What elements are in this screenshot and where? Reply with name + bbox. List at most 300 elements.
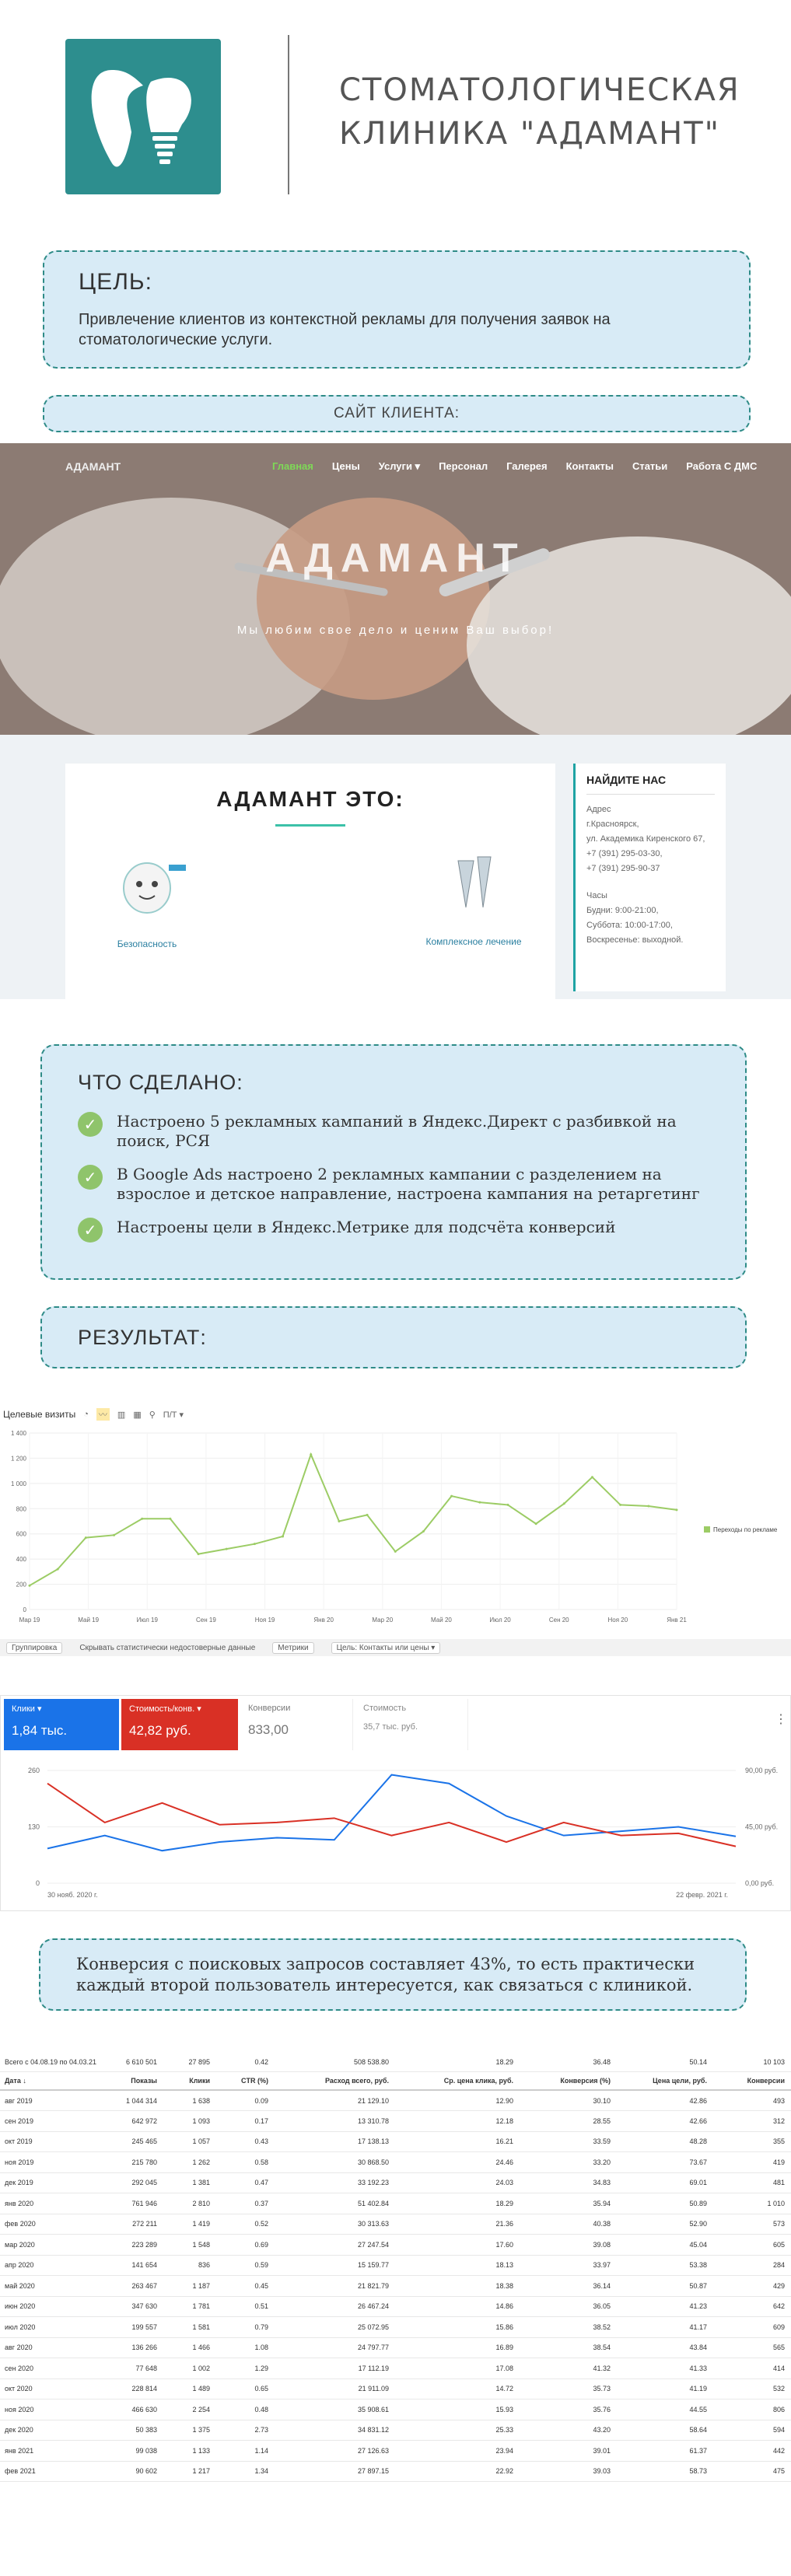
table-cell: 13 310.78 [275,2111,395,2132]
table-row [0,2255,791,2276]
clinic-title-line2: КЛИНИКА "АДАМАНТ" [339,116,721,152]
table-cell: 347 630 [105,2296,163,2317]
check-icon: ✓ [78,1218,103,1243]
table-cell: 27 897.15 [275,2461,395,2482]
nav-item-articles[interactable]: Статьи [632,460,668,472]
find-hours-line: Суббота: 10:00-17:00, [586,921,673,930]
table-cell: 18.38 [395,2276,520,2297]
table-cell: 414 [713,2358,791,2379]
clinic-title [339,68,740,156]
table-row [0,2172,791,2193]
table-cell: 16.21 [395,2131,520,2152]
nav-item-services[interactable]: Услуги ▾ [378,460,421,472]
table-cell: 15.86 [395,2317,520,2338]
check-icon: ✓ [78,1112,103,1137]
table-cell: 33.59 [520,2131,617,2152]
data-point [506,1504,509,1506]
table-cell: 35 908.61 [275,2399,395,2420]
table-cell: 39.08 [520,2235,617,2256]
y-tick-label: 1 000 [10,1480,26,1487]
area-chart-icon[interactable]: 〰 [96,1408,110,1421]
goal-select[interactable]: Цель: Контакты или цены ▾ [331,1642,441,1654]
x-tick-label: Ноя 20 [607,1617,628,1624]
metrics-button[interactable]: Метрики [272,1642,313,1654]
table-cell: 0.69 [216,2235,275,2256]
google-ads-chart [0,1695,791,1911]
find-us-title: НАЙДИТЕ НАС [586,773,715,795]
data-point [198,1553,200,1555]
y-tick-label: 0 [23,1606,26,1613]
table-cell: 45.04 [617,2235,713,2256]
table-cell: 2 254 [163,2399,216,2420]
x-tick-label: Янв 20 [313,1617,334,1624]
table-row [0,2276,791,2297]
table-cell: 23.94 [395,2441,520,2462]
table-cell: 642 972 [105,2111,163,2132]
table-cell: июл 2020 [0,2317,105,2338]
table-cell: дек 2019 [0,2172,105,2193]
x-tick-label: Сен 19 [196,1617,216,1624]
table-cell: 2 810 [163,2193,216,2214]
y-left-tick: 130 [27,1823,40,1831]
table-cell: 41.32 [520,2358,617,2379]
table-cell: апр 2020 [0,2255,105,2276]
table-row [0,2317,791,2338]
nav-item-staff[interactable]: Персонал [439,460,488,472]
table-cell: 508 538.80 [275,2053,395,2071]
table-cell: 1 187 [163,2276,216,2297]
table-cell: 53.38 [617,2255,713,2276]
table-cell: 21.36 [395,2214,520,2235]
table-cell: 30 313.63 [275,2214,395,2235]
result-title: РЕЗУЛЬТАТ: [40,1306,747,1368]
data-point [450,1495,453,1498]
table-cell: 1 548 [163,2235,216,2256]
data-point [676,1508,678,1511]
done-item [78,1165,709,1204]
table-cell: 36.05 [520,2296,617,2317]
table-cell: 215 780 [105,2152,163,2173]
table-cell: 0.37 [216,2193,275,2214]
table-cell: 0.47 [216,2172,275,2193]
hero-nav [272,460,757,473]
table-cell: 0.51 [216,2296,275,2317]
y-right-tick: 0,00 руб. [745,1879,775,1887]
hide-unreliable-checkbox[interactable]: Скрывать статистически недостоверные данные [79,1643,256,1652]
table-cell: 17 138.13 [275,2131,395,2152]
clinic-logo [65,39,221,194]
table-cell: Показы [105,2071,163,2090]
data-point [366,1514,369,1516]
table-row [0,2235,791,2256]
table-cell: 14.86 [395,2296,520,2317]
table-cell: 245 465 [105,2131,163,2152]
table-cell: 17 112.19 [275,2358,395,2379]
table-cell: 199 557 [105,2317,163,2338]
find-hours-line: Воскресенье: выходной. [586,935,684,945]
table-cell: 33.20 [520,2152,617,2173]
metrica-chart [0,1403,791,1654]
table-cell: 493 [713,2090,791,2111]
table-cell: 16.89 [395,2337,520,2358]
about-item-safety: Безопасность [117,938,177,949]
about-underline [275,824,345,827]
table-cell: авг 2020 [0,2337,105,2358]
table-cell: 17.60 [395,2235,520,2256]
data-point [535,1522,537,1525]
table-cell: 18.13 [395,2255,520,2276]
table-cell: 0.48 [216,2399,275,2420]
table-cell: 136 266 [105,2337,163,2358]
table-cell: 18.29 [395,2193,520,2214]
table-total-row [0,2053,791,2071]
table-cell: 1 010 [713,2193,791,2214]
find-hours-label: Часы [586,891,607,900]
table-cell: 565 [713,2337,791,2358]
more-vert-icon[interactable]: ⋮ [775,1713,787,1726]
table-cell: 12.18 [395,2111,520,2132]
implant-icon [443,853,505,915]
tooth-logo-icon [65,39,221,194]
table-cell: 0.52 [216,2214,275,2235]
table-row [0,2131,791,2152]
table-cell: 312 [713,2111,791,2132]
data-point [591,1476,593,1478]
table-cell: 33 192.23 [275,2172,395,2193]
table-cell: 40.38 [520,2214,617,2235]
table-cell: 442 [713,2441,791,2462]
data-point [338,1520,340,1522]
data-point [422,1530,425,1533]
table-cell: 50.87 [617,2276,713,2297]
table-cell: сен 2019 [0,2111,105,2132]
tile-label: Конверсии [248,1704,291,1713]
table-cell: 1.08 [216,2337,275,2358]
done-item-text: Настроены цели в Яндекс.Метрике для подсчёта конверсий [117,1218,616,1236]
metrica-chart-svg [0,1427,791,1637]
find-phone[interactable]: +7 (391) 295-90-37 [586,864,660,873]
table-cell: 99 038 [105,2441,163,2462]
table-cell: 475 [713,2461,791,2482]
table-cell: 33.97 [520,2255,617,2276]
table-cell: 58.64 [617,2420,713,2441]
table-row [0,2441,791,2462]
table-cell: 21 129.10 [275,2090,395,2111]
table-cell: июн 2020 [0,2296,105,2317]
find-us-card [573,764,726,991]
table-cell: 1 217 [163,2461,216,2482]
tile-label: Клики ▾ [12,1704,42,1714]
table-cell: 14.72 [395,2379,520,2399]
table-row [0,2337,791,2358]
table-cell: 1 581 [163,2317,216,2338]
table-cell: янв 2021 [0,2441,105,2462]
find-address-line: г.Красноярск, [586,820,639,829]
table-cell: 223 289 [105,2235,163,2256]
table-cell: 30.10 [520,2090,617,2111]
table-cell: 1.14 [216,2441,275,2462]
table-cell: 21 821.79 [275,2276,395,2297]
y-tick-label: 600 [16,1530,26,1538]
y-right-tick: 45,00 руб. [745,1823,779,1831]
tile-value: 1,84 тыс. [12,1723,68,1738]
table-cell: 141 654 [105,2255,163,2276]
tile-value: 833,00 [248,1722,289,1737]
table-cell: 12.90 [395,2090,520,2111]
table-cell: 1 262 [163,2152,216,2173]
table-cell: Цена цели, руб. [617,2071,713,2090]
table-cell: ноя 2020 [0,2399,105,2420]
done-title: ЧТО СДЕЛАНО: [78,1071,243,1094]
table-cell: 61.37 [617,2441,713,2462]
table-cell: 21 911.09 [275,2379,395,2399]
table-cell: Всего с 04.08.19 по 04.03.21 [0,2053,105,2071]
table-cell: 18.29 [395,2053,520,2071]
y-left-tick: 260 [27,1767,40,1774]
done-box [40,1044,747,1280]
table-cell: 34.83 [520,2172,617,2193]
legend-label: Переходы по рекламе [713,1526,778,1533]
table-cell: 2.73 [216,2420,275,2441]
table-cell: 761 946 [105,2193,163,2214]
table-cell: 0.59 [216,2255,275,2276]
table-cell: окт 2019 [0,2131,105,2152]
header-divider [288,35,289,194]
site-hero-screenshot [0,443,791,735]
table-cell: 1.29 [216,2358,275,2379]
table-cell: 41.19 [617,2379,713,2399]
x-tick-label: Июл 19 [136,1617,158,1624]
y-tick-label: 800 [16,1505,26,1513]
find-address-line: ул. Академика Киренского 67, [586,834,705,844]
table-cell: 836 [163,2255,216,2276]
table-cell: 0.65 [216,2379,275,2399]
table-cell: мар 2020 [0,2235,105,2256]
stats-table [0,2053,791,2482]
metrica-toolbar [0,1639,791,1656]
table-row [0,2379,791,2399]
x-tick-label: Июл 20 [489,1617,511,1624]
nav-item-contacts[interactable]: Контакты [565,460,614,472]
data-point [282,1535,284,1537]
period-button[interactable]: П/Т ▾ [163,1410,184,1420]
table-cell: фев 2020 [0,2214,105,2235]
table-row [0,2090,791,2111]
data-point [113,1534,115,1536]
table-row [0,2461,791,2482]
about-item-complex: Комплексное лечение [425,936,522,947]
tile-label: Стоимость [363,1704,407,1713]
table-cell: 41.33 [617,2358,713,2379]
tile-value: 35,7 тыс. руб. [363,1722,418,1732]
table-cell: май 2020 [0,2276,105,2297]
x-tick-label: Май 19 [78,1617,100,1624]
table-cell: 0.17 [216,2111,275,2132]
table-cell: Расход всего, руб. [275,2071,395,2090]
table-cell: дек 2020 [0,2420,105,2441]
data-point [85,1536,87,1539]
table-row [0,2193,791,2214]
table-cell: 1 044 314 [105,2090,163,2111]
table-cell: янв 2020 [0,2193,105,2214]
nav-item-prices[interactable]: Цены [331,460,360,472]
table-cell: 41.23 [617,2296,713,2317]
data-point [57,1568,59,1571]
table-cell: 36.14 [520,2276,617,2297]
tile-conversions[interactable] [240,1699,353,1750]
table-cell: 228 814 [105,2379,163,2399]
table-cell: 42.86 [617,2090,713,2111]
y-tick-label: 1 200 [10,1455,26,1463]
cost-per-conv-line [47,1784,736,1847]
table-cell: 573 [713,2214,791,2235]
table-cell: 27 895 [163,2053,216,2071]
table-cell: 642 [713,2296,791,2317]
table-cell: 15 159.77 [275,2255,395,2276]
data-point [310,1453,312,1456]
tile-cost-per-conv[interactable] [121,1699,238,1750]
table-cell: сен 2020 [0,2358,105,2379]
table-icon[interactable]: ▦ [133,1410,142,1420]
table-cell: 10 103 [713,2053,791,2071]
table-row [0,2111,791,2132]
check-icon: ✓ [78,1165,103,1190]
tile-cost[interactable] [355,1699,468,1750]
x-start-label: 30 нояб. 2020 г. [47,1891,98,1899]
user-icon[interactable]: ⚲ [149,1410,156,1420]
hero-photo-illustration [0,443,791,735]
table-cell: 50.14 [617,2053,713,2071]
table-cell: 284 [713,2255,791,2276]
data-point [619,1504,621,1506]
tooth-mascot-icon [108,857,186,919]
table-cell: 24 797.77 [275,2337,395,2358]
table-cell: 355 [713,2131,791,2152]
y-tick-label: 1 400 [10,1430,26,1437]
data-point [29,1585,31,1587]
find-phone[interactable]: +7 (391) 295-03-30, [586,849,663,858]
table-cell: 39.01 [520,2441,617,2462]
table-cell: 15.93 [395,2399,520,2420]
table-cell: 50.89 [617,2193,713,2214]
metrica-chart-title: Целевые визиты [3,1409,76,1420]
table-cell: 44.55 [617,2399,713,2420]
x-end-label: 22 февр. 2021 г. [676,1891,728,1899]
table-cell: 0.09 [216,2090,275,2111]
series-line [30,1455,677,1586]
table-row [0,2152,791,2173]
tile-value: 42,82 руб. [129,1723,191,1738]
table-cell: 0.79 [216,2317,275,2338]
table-cell: 1 133 [163,2441,216,2462]
table-cell: 43.84 [617,2337,713,2358]
table-cell: 25 072.95 [275,2317,395,2338]
table-cell: 69.01 [617,2172,713,2193]
table-cell: 28.55 [520,2111,617,2132]
table-cell: Ср. цена клика, руб. [395,2071,520,2090]
table-cell: 52.90 [617,2214,713,2235]
table-cell: 73.67 [617,2152,713,2173]
find-hours-line: Будни: 9:00-21:00, [586,906,659,915]
table-cell: 35.76 [520,2399,617,2420]
x-tick-label: Май 20 [431,1617,452,1624]
done-item-text: Настроено 5 рекламных кампаний в Яндекс.Директ с разбивкой на поиск, РСЯ [117,1112,677,1150]
table-cell: 24.03 [395,2172,520,2193]
table-cell: 1 419 [163,2214,216,2235]
table-cell: 429 [713,2276,791,2297]
done-item [78,1112,709,1151]
x-tick-label: Мар 20 [372,1617,394,1624]
nav-item-dms[interactable]: Работа С ДМС [686,460,758,472]
table-cell: 34 831.12 [275,2420,395,2441]
table-cell: 1 466 [163,2337,216,2358]
table-cell: 43.20 [520,2420,617,2441]
nav-item-home[interactable]: Главная [272,460,313,472]
table-cell: 532 [713,2379,791,2399]
y-left-tick: 0 [35,1879,40,1887]
about-title: АДАМАНТ ЭТО: [216,787,404,811]
x-tick-label: Мар 19 [19,1617,40,1624]
done-item-text: В Google Ads настроено 2 рекламных кампании с разделением на взрослое и детское направление, настроена кампания на ретаргетинг [117,1165,700,1203]
nav-item-gallery[interactable]: Галерея [506,460,548,472]
table-cell: 6 610 501 [105,2053,163,2071]
table-row [0,2214,791,2235]
table-cell: 594 [713,2420,791,2441]
table-cell: CTR (%) [216,2071,275,2090]
table-cell: 58.73 [617,2461,713,2482]
table-cell: 25.33 [395,2420,520,2441]
data-point [169,1518,171,1520]
goal-box [43,250,751,369]
goal-text: Привлечение клиентов из контекстной рекламы для получения заявок на стоматологические услуги. [79,311,611,348]
table-row [0,2399,791,2420]
data-point [141,1518,143,1520]
data-point [226,1548,228,1550]
goal-title: ЦЕЛЬ: [79,269,152,295]
table-cell: 27 126.63 [275,2441,395,2462]
bar-chart-icon[interactable]: ▥ [117,1410,126,1420]
line-chart-icon[interactable]: ◔ [83,1410,89,1419]
grouping-button[interactable]: Группировка [6,1642,62,1654]
table-cell: 38.54 [520,2337,617,2358]
google-ads-chart-svg [1,1755,790,1910]
about-card [65,764,555,999]
table-cell: 50 383 [105,2420,163,2441]
data-point [563,1502,565,1505]
table-cell: 1 375 [163,2420,216,2441]
table-cell: 41.17 [617,2317,713,2338]
table-cell: Клики [163,2071,216,2090]
find-address-label: Адрес [586,805,611,814]
table-cell: 48.28 [617,2131,713,2152]
done-item [78,1218,709,1243]
y-right-tick: 90,00 руб. [745,1767,779,1774]
table-cell: 27 247.54 [275,2235,395,2256]
tile-clicks[interactable] [4,1699,119,1750]
site-label: САЙТ КЛИЕНТА: [43,395,751,432]
table-cell: 263 467 [105,2276,163,2297]
table-cell: 35.94 [520,2193,617,2214]
table-cell: Конверсия (%) [520,2071,617,2090]
table-cell: 22.92 [395,2461,520,2482]
table-cell: 42.66 [617,2111,713,2132]
table-cell: авг 2019 [0,2090,105,2111]
x-tick-label: Сен 20 [548,1617,569,1624]
table-row [0,2296,791,2317]
hero-subtitle: Мы любим свое дело и ценим Ваш выбор! [236,624,555,637]
table-cell: Дата ↓ [0,2071,105,2090]
clinic-title-line1: СТОМАТОЛОГИЧЕСКАЯ [339,72,740,108]
